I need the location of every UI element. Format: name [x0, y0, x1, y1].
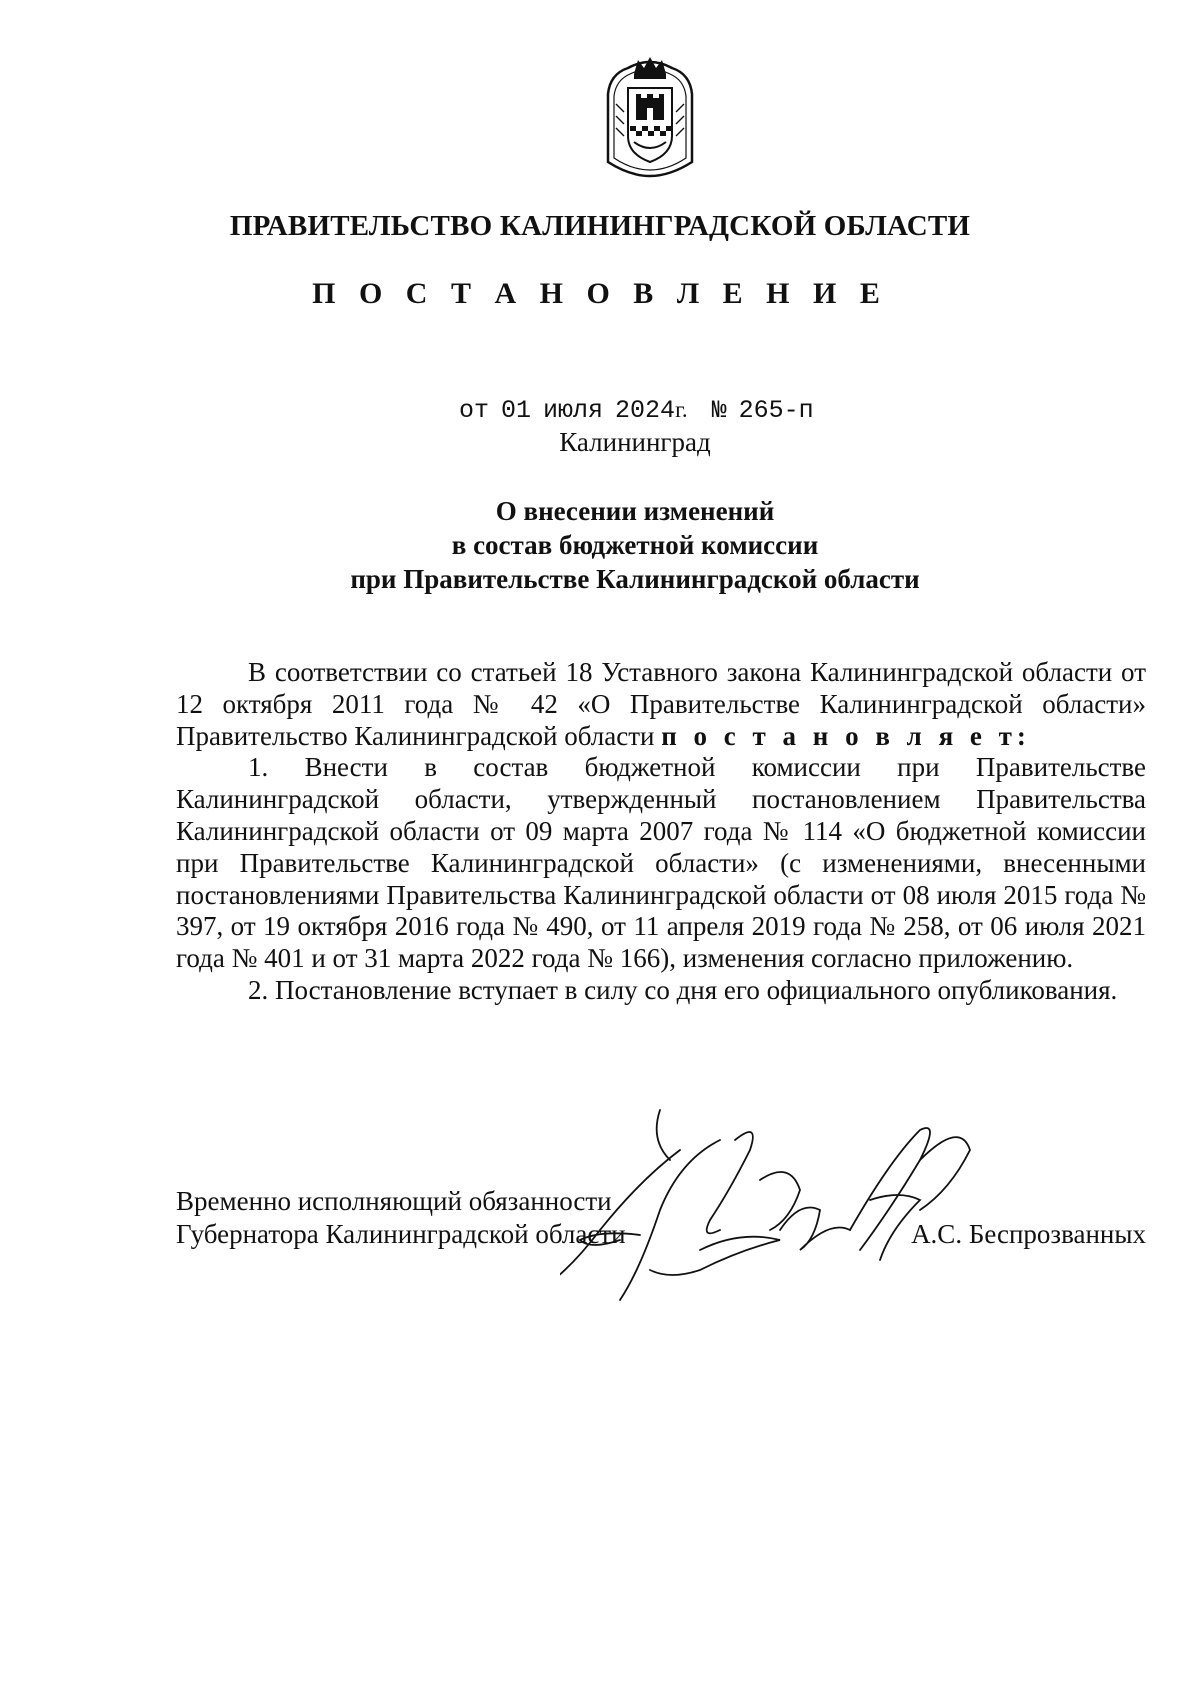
- document-body: [176, 657, 1146, 1007]
- resolves-word: п о с т а н о в л я е т:: [661, 720, 1031, 751]
- number-sign: №: [711, 396, 727, 425]
- date-day: 01: [501, 396, 532, 425]
- date-prefix: от: [459, 396, 490, 425]
- organization-title: ПРАВИТЕЛЬСТВО КАЛИНИНГРАДСКОЙ ОБЛАСТИ: [229, 210, 971, 242]
- preamble-paragraph: [176, 657, 1146, 752]
- handwritten-signature: [560, 1100, 980, 1320]
- coat-of-arms-icon: [600, 54, 700, 178]
- item-1-paragraph: 1. Внести в состав бюджетной комиссии при Правительстве Калининградской области, утвержденный постановлением Правительства Калининградской области от 09 марта 2007 года № 114 «О бюджетной комиссии при Правительстве Калининградской области» (с изменениями, внесенными постановлениями Правительства Калининградской области от 08 июля 2015 года № 397, от 19 октября 2016 года № 490, от 11 апреля 2019 года № 258, от 06 июля 2021 года № 401 и от 31 марта 2022 года № 166), изменения согласно приложению.: [176, 752, 1146, 974]
- item-2-paragraph: 2. Постановление вступает в силу со дня его официального опубликования.: [248, 974, 1118, 1005]
- subject-line: О внесении изменений: [495, 496, 775, 526]
- subject-line: при Правительстве Калининградской области: [350, 564, 920, 594]
- signatory-name: А.С. Беспрозванных: [911, 1219, 1146, 1249]
- document-subject: [0, 494, 1200, 596]
- document-date-number: [459, 396, 814, 425]
- document-type: П О С Т А Н О В Л Е Н И Е: [312, 277, 888, 310]
- date-month: июля: [543, 396, 604, 425]
- date-year: 2024: [615, 396, 676, 425]
- signatory-position: [176, 1185, 626, 1251]
- subject-line: в состав бюджетной комиссии: [451, 530, 819, 560]
- position-line: Временно исполняющий обязанности: [176, 1186, 612, 1216]
- document-number: 265-п: [738, 396, 814, 425]
- date-suffix: г.: [675, 397, 688, 422]
- position-line: Губернатора Калининградской области: [176, 1219, 626, 1249]
- preamble-text: В соответствии со статьей 18 Уставного закона Калининградской области от 12 октября 2011 года № 42 «О Правительстве Калининградской области» Правительство Калининградской области: [176, 657, 1146, 751]
- city: Калининград: [559, 427, 711, 457]
